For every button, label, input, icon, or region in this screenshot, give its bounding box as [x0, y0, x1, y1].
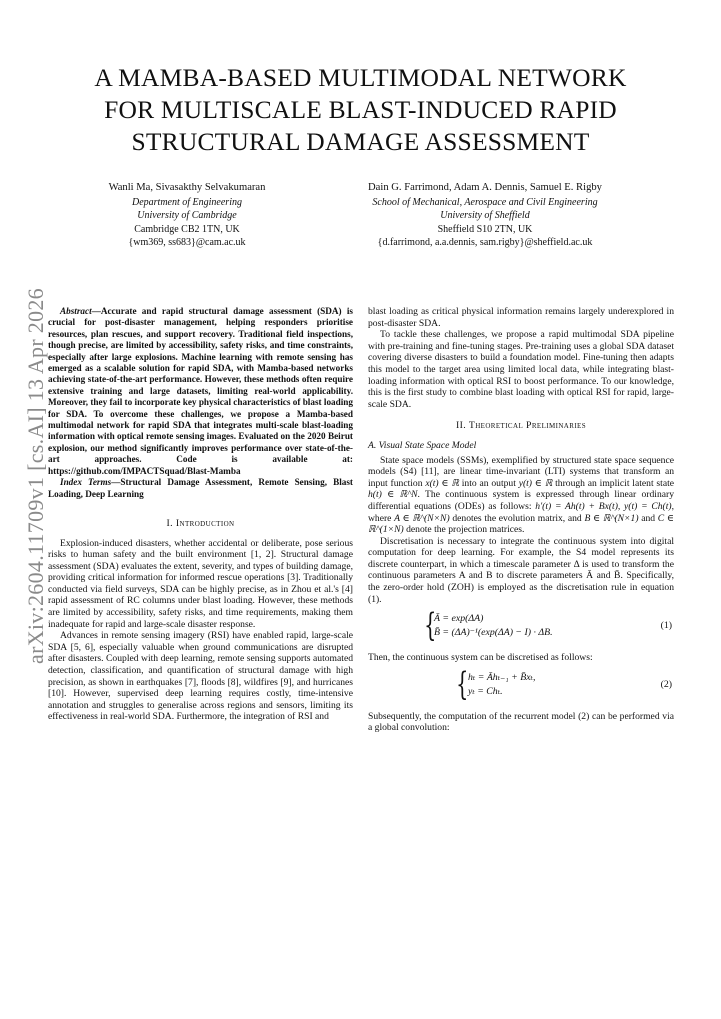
text-run: through an implicit latent state [552, 477, 675, 489]
equation-1 [368, 606, 674, 646]
text-run: denote the projection matrices. [403, 524, 525, 536]
text-run: . The continuous system is expressed through linear ordinary differential equations (ODEs) as follows: [368, 489, 675, 512]
subsection-heading-vssm: A. Visual State Space Model [368, 439, 477, 451]
math-inline: A ∈ ℝ^(N×N) [394, 512, 450, 524]
body-paragraph: To tackle these challenges, we propose a rapid multimodal SDA pipeline with pre-training and fine-tuning stages. Pre-training uses a global SDA dataset covering diverse disasters to build a foundation model. Fine-tuning then adapts this model to the target area using limited local data, while integrating blast-loading information with optical RSI to boost performance. To our knowledge, this is the first study to combine blast loading with optical RSI for rapid, large-scale SDA. [368, 329, 674, 410]
author-institution: University of Cambridge [137, 210, 237, 221]
author-institution: University of Sheffield [440, 210, 530, 221]
title-line: FOR MULTISCALE BLAST-INDUCED RAPID [104, 95, 617, 124]
left-column [48, 306, 353, 723]
text-run: , where [368, 500, 674, 524]
intro-paragraph: Explosion-induced disasters, whether accidental or deliberate, pose serious risks to human safety and the built environment [1, 2]. Structural damage assessment (SDA) evaluates the extent, severity, and types of building damage, providing critical information for informed rescue operations [3]. Traditionally conducted via field surveys, SDA can be highly precise, as in Zhou et al.'s [4] rapid assessment of RC columns under blast loading. However, these methods are limited by accessibility, safety risks, and time requirements, making them inadequate for rapid and large-scale disaster response. [48, 537, 353, 630]
math-inline: h′(t) = Ah(t) + Bx(t), y(t) = Ch(t) [535, 500, 672, 512]
title-line: STRUCTURAL DAMAGE ASSESSMENT [131, 127, 590, 156]
right-column [368, 306, 674, 734]
index-terms-lead: Index Terms [60, 477, 112, 488]
section-heading-preliminaries: II. Theoretical Preliminaries [455, 420, 587, 432]
author-email: {d.farrimond, a.a.dennis, sam.rigby}@sheffield.ac.uk [377, 237, 593, 248]
equation-line: B̄ = (ΔA)⁻¹(exp(ΔA) − I) · ΔB. [434, 627, 553, 639]
abstract-text: —Accurate and rapid structural damage assessment (SDA) is crucial for post-disaster management, helping responders prioritise resources, plan rescues, and support recovery. Traditional field inspections, though precise, are limited by accessibility, safety risks, and time constraints, especially after large explosions. Machine learning with remote sensing has emerged as a scalable solution for rapid SDA, with Mamba-based networks achieving state-of-the-art performance. However, these methods often require extensive training and large datasets, limiting real-world applicability. Moreover, they fail to incorporate key physical characteristics of blast loading for SDA. To overcome these challenges, we propose a Mamba-based multimodal network for rapid SDA that integrates multi-scale blast-loading information with optical remote sensing images. Evaluated on the 2020 Beirut explosion, our method significantly improves performance over state-of-the-art approaches. Code is available at: https://github.com/IMPACTSquad/Blast-Mamba [48, 306, 353, 476]
paper-title [40, 62, 681, 158]
body-paragraph: Then, the continuous system can be discretised as follows: [368, 652, 593, 664]
author-location: Sheffield S10 2TN, UK [437, 223, 533, 235]
text-run: into an output [458, 477, 519, 489]
abstract-lead: Abstract [60, 306, 92, 316]
math-inline: C ∈ ℝ^(1×N) [368, 512, 674, 536]
author-location: Cambridge CB2 1TN, UK [134, 223, 240, 235]
intro-paragraph: Advances in remote sensing imagery (RSI) have enabled rapid, large-scale SDA [5, 6], especially valuable when ground communications are disrupted after disasters. Coupled with deep learning, remote sensing supports automated detection, classification, and quantification of structural damage with high precision, as shown in earthquakes [7], floods [8], wildfires [9], and hurricanes [10]. However, supervised deep learning requires costly, time-intensive annotation and struggles to generalise across regions and sensors, limiting its effectiveness in real-world SDA. Furthermore, the integration of RSI and [48, 630, 353, 723]
author-names: Dain G. Farrimond, Adam A. Dennis, Samuel E. Rigby [368, 182, 602, 193]
author-department: School of Mechanical, Aerospace and Civil Engineering [372, 196, 598, 208]
equation-line: yₜ = Chₜ. [468, 685, 503, 697]
body-paragraph: Subsequently, the computation of the recurrent model (2) can be performed via a global convolution: [368, 710, 674, 734]
author-department: Department of Engineering [132, 196, 242, 208]
ssm-paragraph [368, 455, 674, 536]
abstract [48, 306, 353, 477]
author-names: Wanli Ma, Sivasakthy Selvakumaran [108, 182, 266, 193]
index-terms-text: —Structural Damage Assessment, Remote Sensing, Blast Loading, Deep Learning [48, 477, 353, 499]
math-inline: h(t) ∈ ℝ^N [368, 489, 418, 501]
math-inline: B ∈ ℝ^(N×1) [584, 512, 639, 524]
body-paragraph: blast loading as critical physical information remains largely underexplored in post-disaster SDA. [368, 306, 674, 329]
author-block-sheffield [320, 181, 650, 250]
section-heading-introduction: I. Introduction [166, 517, 235, 529]
equation-2 [368, 664, 674, 705]
equation-brace: { [456, 664, 469, 703]
equation-line: hₜ = Āhₜ₋₁ + B̄xₜ, [468, 671, 536, 683]
arxiv-stamp: arXiv:2604.11709v1 [cs.AI] 13 Apr 2026 [23, 288, 48, 664]
title-line: A MAMBA-BASED MULTIMODAL NETWORK [94, 63, 627, 92]
text-run: State space models (SSMs), exemplified by structured state space sequence models (S4) [11], are linear time-invariant (LTI) systems that transform an input function [368, 454, 674, 489]
equation-number: (2) [660, 678, 672, 690]
discretisation-paragraph: Discretisation is necessary to integrate the continuous system into digital computation for deep learning. For example, the S4 model represents its discrete counterpart, in which a timescale parameter Δ is used to transform the continuous parameters A and B to discrete parameters Ā and B̄. Specifically, the zero-order hold (ZOH) is employed as the discretisation rule in equation (1). [368, 535, 674, 605]
equation-number: (1) [660, 620, 672, 632]
equation-line: Ā = exp(ΔA) [434, 613, 484, 625]
equation-brace: { [424, 606, 437, 645]
text-run: and [638, 512, 658, 524]
index-terms [48, 477, 353, 500]
text-run: denotes the evolution matrix, and [449, 512, 585, 524]
math-inline: y(t) ∈ ℝ [518, 477, 553, 489]
author-block-cambridge [82, 181, 292, 250]
author-email: {wm369, ss683}@cam.ac.uk [128, 237, 246, 248]
math-inline: x(t) ∈ ℝ [425, 477, 459, 489]
